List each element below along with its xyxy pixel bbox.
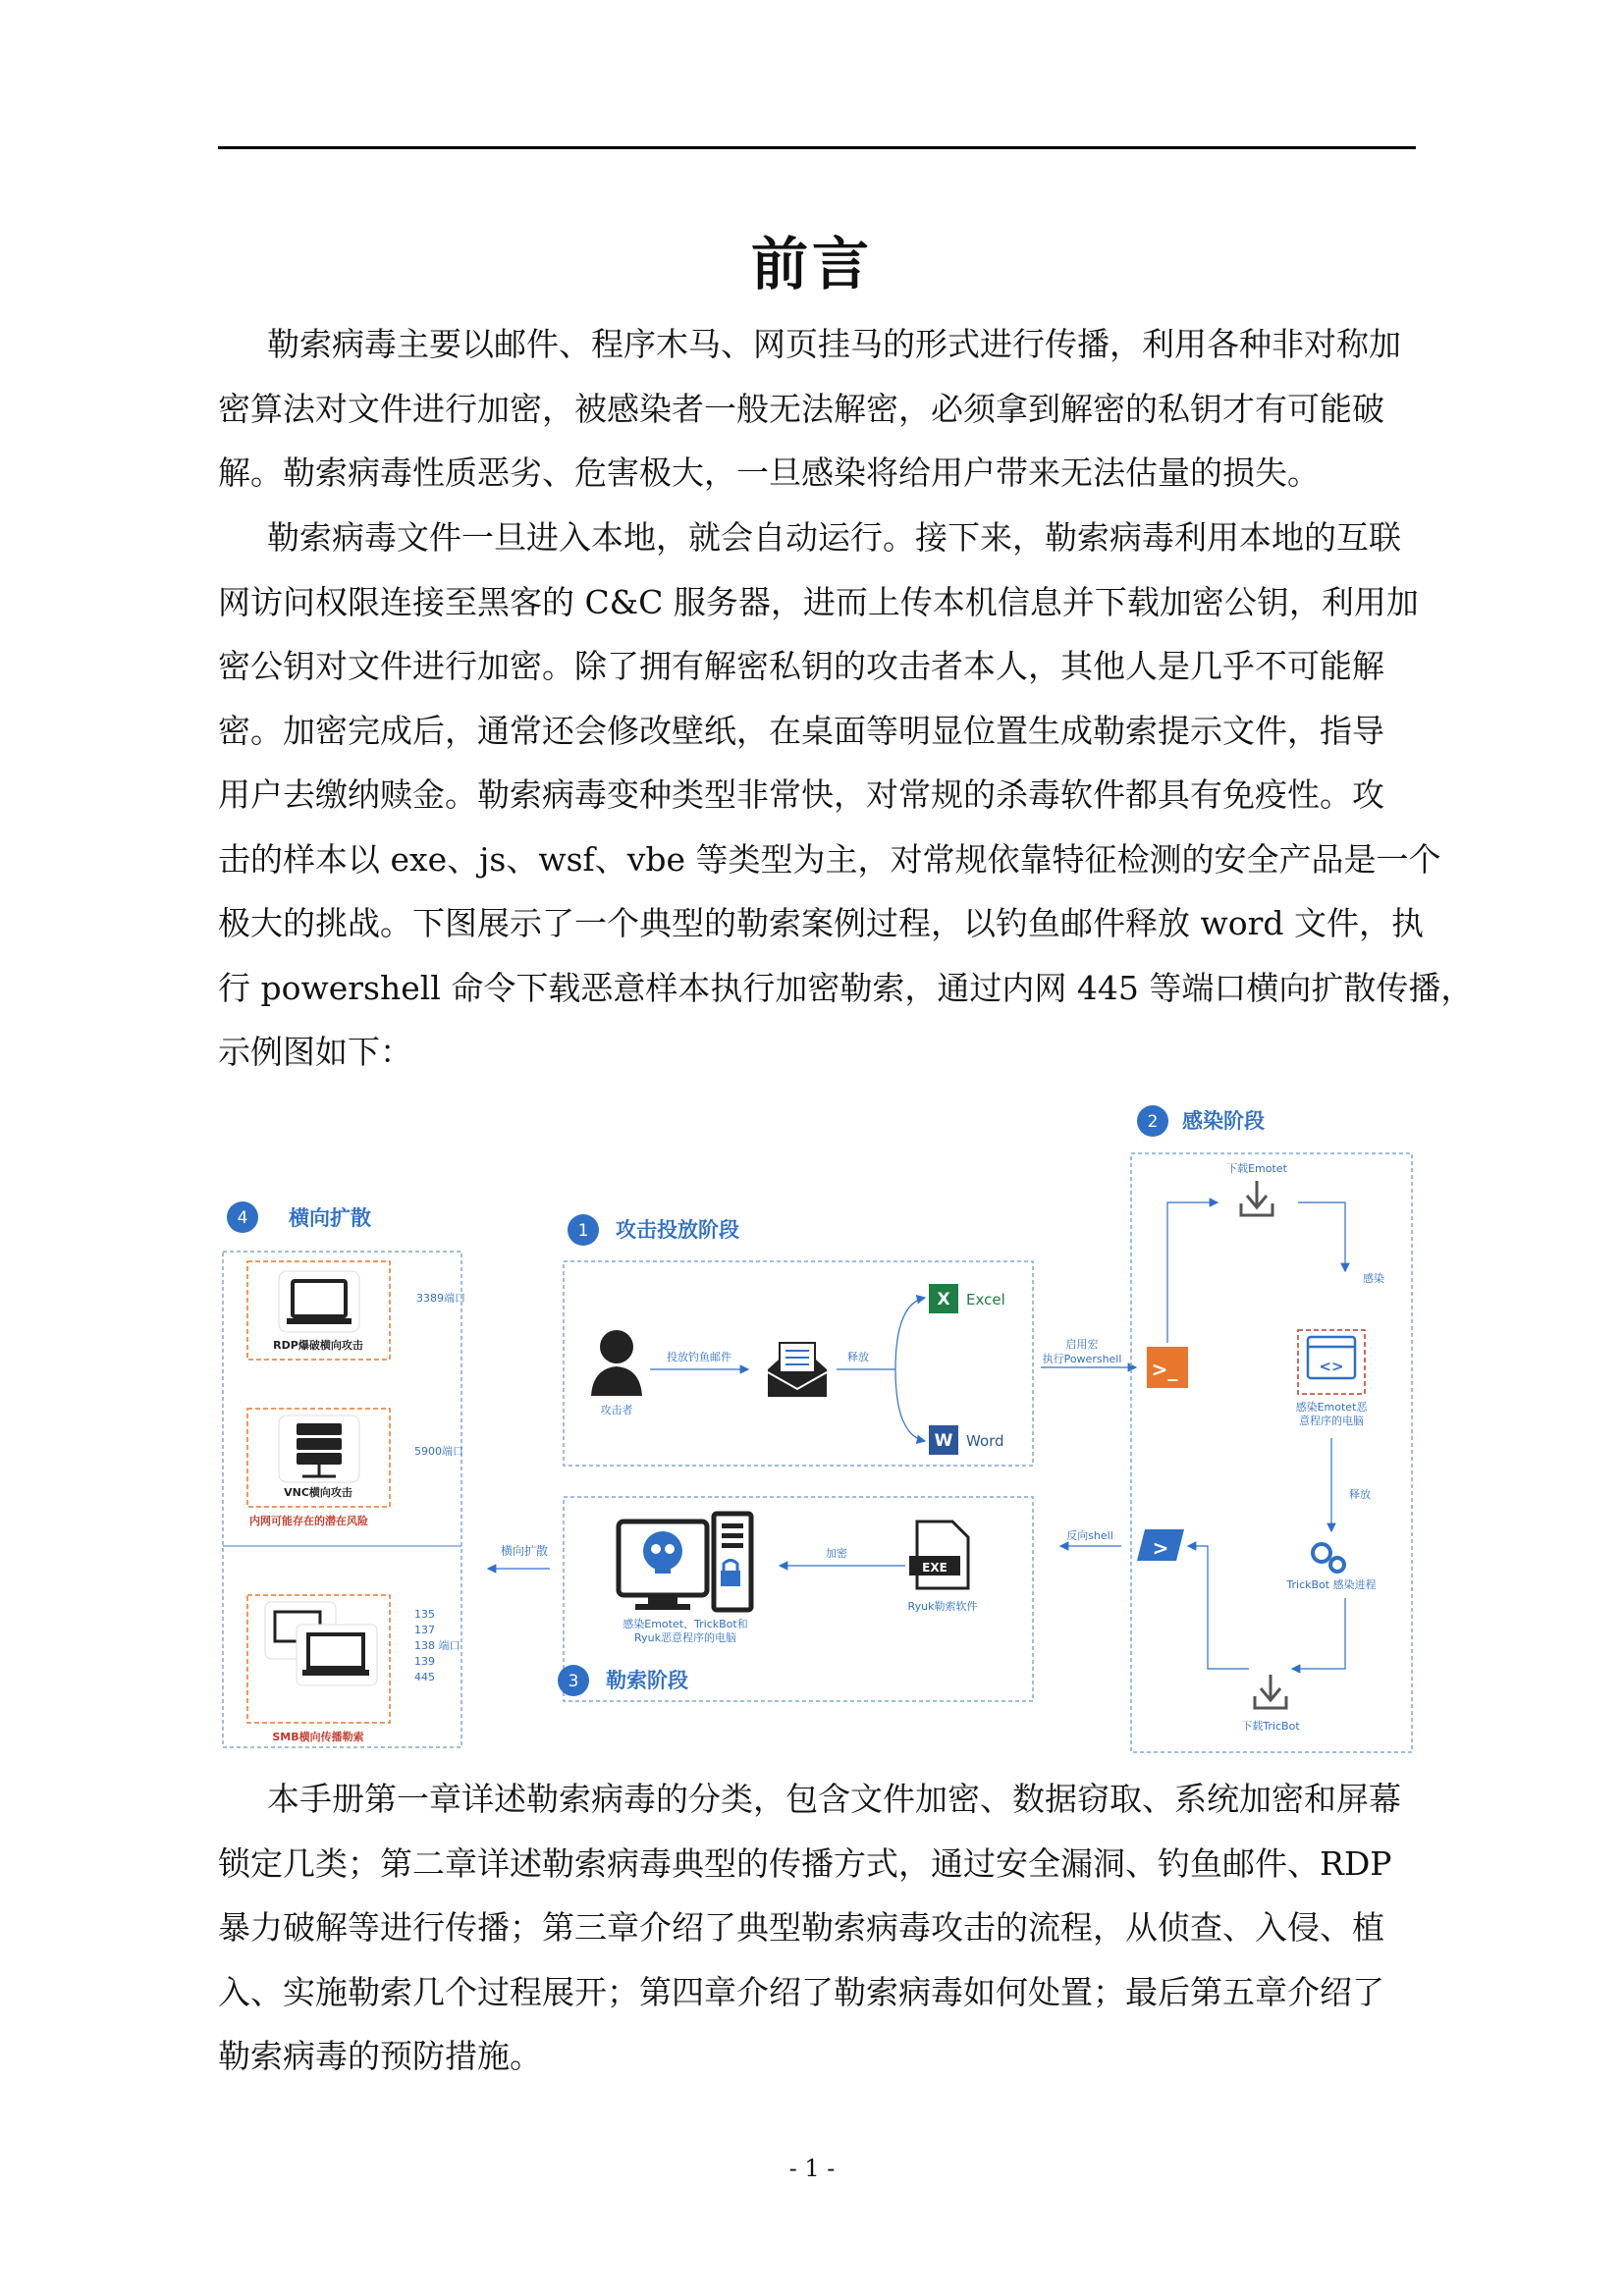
ryuk-label: Ryuk勒索软件	[907, 1600, 978, 1613]
phishing-label: 投放钓鱼邮件	[667, 1351, 731, 1363]
page-number: - 1 -	[788, 2155, 836, 2182]
infect-label: 感染	[1363, 1272, 1384, 1285]
text-line: 暴力破解等进行传播；第三章介绍了典型勒索病毒攻击的流程，从侦查、入侵、植	[218, 1908, 1384, 1947]
text-line: 行 powershell 命令下载恶意样本执行加密勒索，通过内网 445 等端口横向扩散传播，	[218, 968, 1474, 1007]
text-line: 勒索病毒的预防措施。	[218, 2037, 542, 2075]
ryuk-file-icon	[909, 1522, 968, 1588]
port5900-label: 5900端口	[414, 1445, 463, 1458]
excel-icon	[929, 1284, 958, 1313]
emotet-pc-label-2: 意程序的电脑	[1299, 1415, 1364, 1427]
smb-label: SMB横向传播勒索	[272, 1731, 364, 1743]
victim-label-2: Ryuk恶意程序的电脑	[634, 1631, 736, 1644]
port-139: 139	[414, 1655, 435, 1668]
text-line: 锁定几类；第二章详述勒索病毒典型的传播方式，通过安全漏洞、钓鱼邮件、RDP	[218, 1843, 1392, 1883]
server-icon	[279, 1415, 359, 1482]
stage2-box	[1131, 1153, 1412, 1752]
port-137: 137	[414, 1624, 435, 1636]
port3389-label: 3389端口	[416, 1292, 465, 1305]
stage3-label: 勒索阶段	[606, 1669, 688, 1692]
to-download-emotet	[1167, 1202, 1218, 1343]
download-icon	[1241, 1181, 1272, 1215]
release-to-word	[895, 1369, 925, 1441]
word-icon	[929, 1425, 958, 1455]
laptops-icon	[265, 1602, 377, 1685]
text-line: 极大的挑战。下图展示了一个典型的勒索案例过程，以钓鱼邮件释放 word 文件，执	[218, 904, 1424, 942]
svg-text:X: X	[937, 1290, 950, 1309]
stage4-num: 4	[237, 1208, 248, 1228]
envelope-icon	[768, 1343, 827, 1397]
text-line: 密算法对文件进行加密，被感染者一般无法解密，必须拿到解密的私钥才有可能破	[218, 389, 1384, 428]
attacker-icon	[591, 1330, 642, 1396]
gears-icon	[1313, 1544, 1344, 1572]
encrypt-label: 加密	[826, 1547, 847, 1560]
reverse-shell-label: 反向shell	[1066, 1529, 1113, 1542]
ransomware-process-diagram	[218, 1090, 1416, 1757]
text-line: 勒索病毒文件一旦进入本地，就会自动运行。接下来，勒索病毒利用本地的互联	[267, 518, 1401, 557]
emotet-browser-icon	[1308, 1337, 1355, 1378]
emotet-pc-label-1: 感染Emotet恶	[1295, 1401, 1368, 1414]
infect-arrow	[1298, 1202, 1345, 1271]
svg-text:<>: <>	[1319, 1358, 1344, 1375]
text-line: 示例图如下：	[218, 1033, 412, 1071]
vnc-label: VNC横向攻击	[284, 1486, 352, 1499]
stage1-num: 1	[577, 1221, 589, 1241]
victim-label-1: 感染Emotet、TrickBot和	[623, 1618, 748, 1630]
page-title: 前言	[750, 231, 873, 297]
excel-label: Excel	[966, 1291, 1005, 1308]
stage1-label: 攻击投放阶段	[616, 1218, 739, 1242]
svg-text:W: W	[934, 1431, 953, 1451]
risk-label: 内网可能存在的潜在风险	[249, 1515, 368, 1527]
port-445: 445	[414, 1671, 435, 1683]
text-line: 入、实施勒索几个过程展开；第四章介绍了勒索病毒如何处置；最后第五章介绍了	[218, 1972, 1384, 2011]
word-label: Word	[966, 1432, 1004, 1450]
header-rule	[218, 146, 1416, 149]
stage2-num: 2	[1147, 1112, 1159, 1132]
stage2-label: 感染阶段	[1182, 1109, 1265, 1133]
exe-label: EXE	[922, 1561, 947, 1575]
svg-text:>: >	[1152, 1536, 1169, 1560]
port-138: 138 端口	[414, 1639, 460, 1652]
laptop-icon	[279, 1271, 359, 1332]
paragraph-2	[218, 506, 1474, 1085]
rdp-label: RDP爆破横向攻击	[273, 1339, 363, 1352]
stage4-label: 横向扩散	[289, 1206, 371, 1230]
attacker-label: 攻击者	[600, 1404, 633, 1416]
paragraph-1	[218, 312, 1416, 506]
port-135: 135	[414, 1608, 435, 1621]
paragraph-3	[218, 1767, 1416, 2089]
to-powershell	[1188, 1546, 1249, 1669]
text-line: 击的样本以 exe、js、wsf、vbe 等类型为主，对常规依靠特征检测的安全产品是一个	[218, 839, 1441, 879]
macro-label-2: 执行Powershell	[1042, 1353, 1122, 1365]
text-line: 勒索病毒主要以邮件、程序木马、网页挂马的形式进行传播，利用各种非对称加	[267, 325, 1401, 363]
text-line: 解。勒索病毒性质恶劣、危害极大，一旦感染将给用户带来无法估量的损失。	[218, 454, 1320, 492]
trickbot-proc-label: TrickBot 感染进程	[1286, 1578, 1377, 1591]
release2-label: 释放	[1349, 1488, 1371, 1501]
text-line: 网访问权限连接至黑客的 C&C 服务器，进而上传本机信息并下载加密公钥，利用加	[218, 582, 1419, 621]
powershell-icon	[1137, 1529, 1184, 1561]
cmd-terminal-icon	[1147, 1347, 1188, 1388]
svg-text:>_: >_	[1151, 1358, 1178, 1381]
release-to-excel	[895, 1298, 925, 1369]
text-line: 密公钥对文件进行加密。除了拥有解密私钥的攻击者本人，其他人是几乎不可能解	[218, 647, 1384, 685]
text-line: 本手册第一章详述勒索病毒的分类，包含文件加密、数据窃取、系统加密和屏幕	[267, 1780, 1401, 1818]
text-line: 用户去缴纳赎金。勒索病毒变种类型非常快，对常规的杀毒软件都具有免疫性。攻	[218, 775, 1384, 814]
text-line: 密。加密完成后，通常还会修改壁纸，在桌面等明显位置生成勒索提示文件，指导	[218, 711, 1384, 750]
download-emotet-label: 下载Emotet	[1226, 1162, 1287, 1175]
to-download-tricbot	[1292, 1598, 1345, 1669]
download-icon-2	[1255, 1675, 1286, 1708]
lateral-arrow-label: 横向扩散	[500, 1544, 549, 1558]
infected-computer-icon	[619, 1514, 751, 1610]
download-tricbot-label: 下载TricBot	[1241, 1720, 1300, 1733]
release-label: 释放	[847, 1351, 869, 1363]
stage3-num: 3	[568, 1672, 579, 1691]
macro-label-1: 启用宏	[1065, 1338, 1099, 1351]
